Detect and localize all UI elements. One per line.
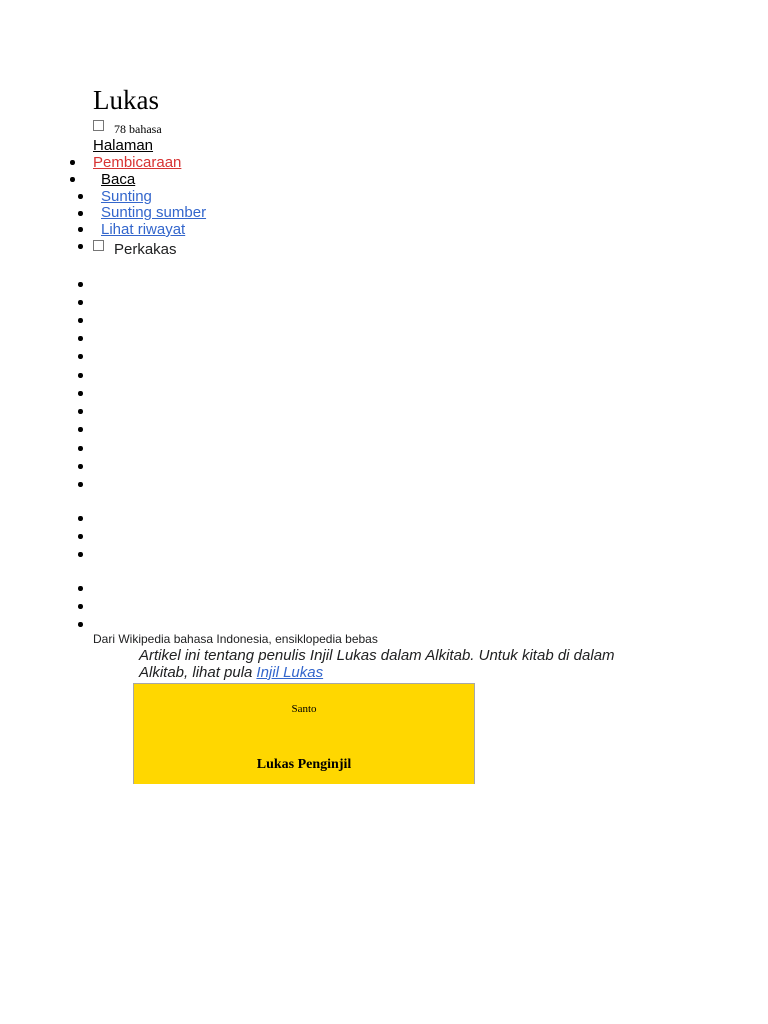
languages-checkbox[interactable] — [93, 120, 104, 131]
empty-list-item — [78, 282, 83, 287]
empty-list-item — [78, 318, 83, 323]
infobox-title: Lukas Penginjil — [256, 757, 352, 772]
empty-list-item — [78, 482, 83, 487]
tab-baca[interactable]: Baca — [101, 171, 136, 188]
empty-list-item — [78, 300, 83, 305]
bullet-icon — [78, 194, 83, 199]
bullet-icon — [78, 244, 83, 249]
empty-list-item — [78, 534, 83, 539]
infobox-pre-title: Santo — [291, 703, 317, 715]
bullet-icon — [78, 211, 83, 216]
empty-list-item — [78, 446, 83, 451]
tab-lihat-riwayat[interactable]: Lihat riwayat — [101, 221, 186, 238]
empty-list-item — [78, 409, 83, 414]
empty-list-item — [78, 586, 83, 591]
empty-list-item — [78, 552, 83, 557]
empty-list-item — [78, 391, 83, 396]
hatnote-text: Artikel ini tentang penulis Injil Lukas dalam Alkitab. Untuk kitab di dalam Alkitab, lihat pula — [139, 647, 615, 681]
empty-list-item — [78, 336, 83, 341]
infobox — [133, 683, 475, 784]
bullet-icon — [70, 160, 75, 165]
empty-list-item — [78, 373, 83, 378]
tools-label[interactable]: Perkakas — [114, 241, 177, 258]
hatnote — [139, 647, 659, 681]
empty-list-item — [78, 516, 83, 521]
languages-label[interactable]: 78 bahasa — [114, 122, 162, 136]
empty-list-item — [78, 427, 83, 432]
bullet-icon — [78, 227, 83, 232]
empty-list-item — [78, 604, 83, 609]
empty-list-item — [78, 354, 83, 359]
tab-halaman[interactable]: Halaman — [93, 137, 154, 154]
tools-checkbox[interactable] — [93, 240, 104, 251]
page-title: Lukas — [93, 85, 159, 115]
tab-sunting[interactable]: Sunting — [101, 188, 152, 205]
site-tagline: Dari Wikipedia bahasa Indonesia, ensiklopedia bebas — [93, 632, 378, 646]
tab-sunting-sumber[interactable]: Sunting sumber — [101, 204, 207, 221]
empty-list-item — [78, 464, 83, 469]
empty-list-item — [78, 622, 83, 627]
bullet-icon — [70, 177, 75, 182]
tab-pembicaraan[interactable]: Pembicaraan — [93, 154, 182, 171]
hatnote-link[interactable]: Injil Lukas — [256, 664, 324, 681]
